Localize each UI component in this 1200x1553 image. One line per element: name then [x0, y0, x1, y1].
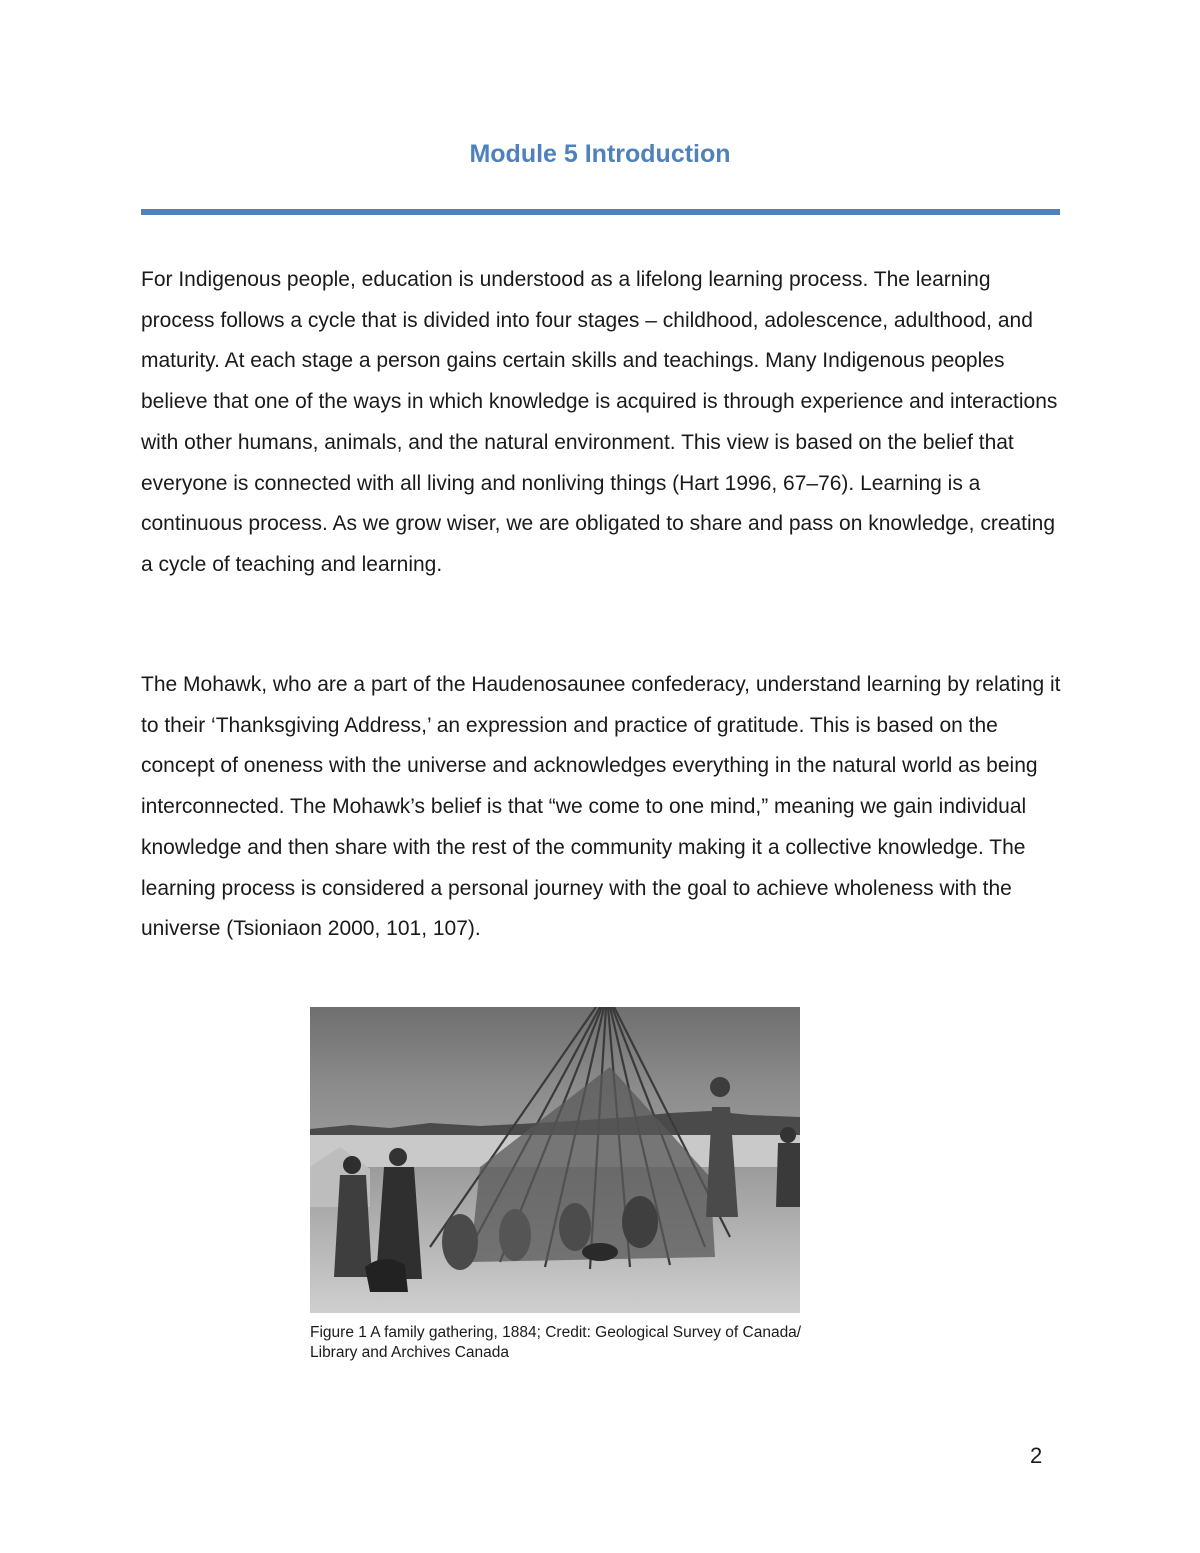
photo-illustration [310, 1007, 800, 1313]
body-paragraph-2: The Mohawk, who are a part of the Haudenosaunee confederacy, understand learning by relating it to their ‘Thanksgiving Address,’ an expression and practice of gratitude. This is based on the concept of oneness with the universe and acknowledges everything in the natural world as being interconnected. The Mohawk’s belief is that “we come to one mind,” meaning we gain individual knowledge and then share with the rest of the community making it a collective knowledge. The learning process is considered a personal journey with the goal to achieve wholeness with the universe (Tsioniaon 2000, 101, 107). [141, 673, 1061, 941]
page-title: Module 5 Introduction [469, 140, 731, 168]
page-number: 2 [1030, 1443, 1043, 1468]
body-paragraph-1: For Indigenous people, education is understood as a lifelong learning process. The learning process follows a cycle that is divided into four stages – childhood, adolescence, adulthood, and maturity. At each stage a person gains certain skills and teachings. Many Indigenous peoples believe that one of the ways in which knowledge is acquired is through experience and interactions with other humans, animals, and the natural environment. This view is based on the belief that everyone is connected with all living and nonliving things (Hart 1996, 67–76). Learning is a continuous process. As we grow wiser, we are obligated to share and pass on knowledge, creating a cycle of teaching and learning. [141, 268, 1058, 576]
title-divider [141, 209, 1060, 215]
historical-photo [310, 1007, 800, 1313]
figure-caption: Figure 1 A family gathering, 1884; Credit: Geological Survey of Canada/ Library and Archives Canada [310, 1324, 802, 1361]
